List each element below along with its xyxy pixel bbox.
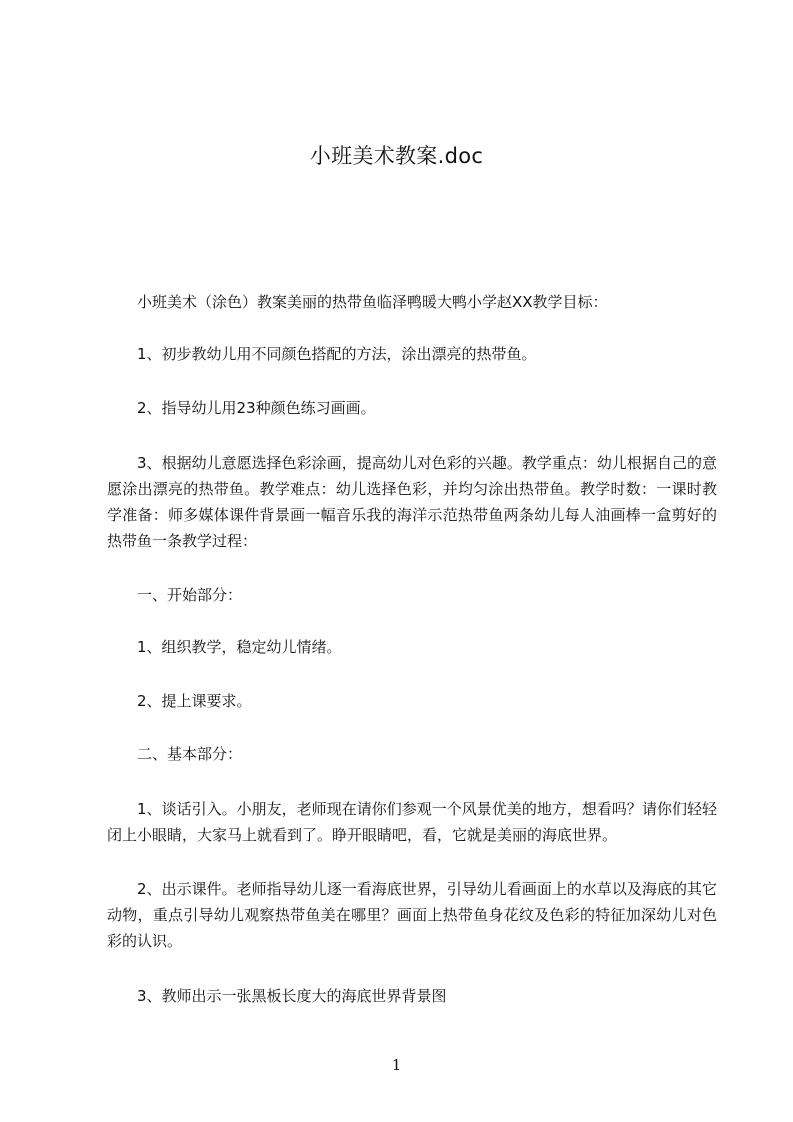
paragraph-start-2: 2、提上课要求。 <box>137 692 252 710</box>
paragraph-start-1: 1、组织教学，稳定幼儿情绪。 <box>137 638 342 656</box>
paragraph-intro: 小班美术（涂色）教案美丽的热带鱼临泽鸭暖大鸭小学赵XX教学目标： <box>137 293 608 311</box>
paragraph-basic-1: 1、谈话引入。小朋友，老师现在请你们参观一个风景优美的地方，想看吗？请你们轻轻闭上小眼睛，大家马上就看到了。睁开眼睛吧，看，它就是美丽的海底世界。 <box>107 800 717 844</box>
paragraph-basic-2: 2、出示课件。老师指导幼儿逐一看海底世界，引导幼儿看画面上的水草以及海底的其它动物，重点引导幼儿观察热带鱼美在哪里？画面上热带鱼身花纹及色彩的特征加深幼儿对色彩的认识。 <box>107 880 717 950</box>
paragraph-basic-3: 3、教师出示一张黑板长度大的海底世界背景图 <box>137 987 447 1005</box>
section-heading-basic: 二、基本部分： <box>137 745 243 763</box>
paragraph-goal-3: 3、根据幼儿意愿选择色彩涂画，提高幼儿对色彩的兴趣。教学重点：幼儿根据自己的意愿涂出漂亮的热带鱼。教学难点：幼儿选择色彩，并均匀涂出热带鱼。教学时数：一课时教学准备：师多媒体课件背景画一幅音乐我的海洋示范热带鱼两条幼儿每人油画棒一盒剪好的热带鱼一条教学过程： <box>107 454 717 550</box>
paragraph-goal-2: 2、指导幼儿用23种颜色练习画画。 <box>137 399 376 417</box>
section-heading-start: 一、开始部分： <box>137 586 243 604</box>
page-number: 1 <box>391 1056 402 1074</box>
paragraph-goal-1: 1、初步教幼儿用不同颜色搭配的方法，涂出漂亮的热带鱼。 <box>137 345 537 363</box>
document-title: 小班美术教案.doc <box>309 144 484 168</box>
